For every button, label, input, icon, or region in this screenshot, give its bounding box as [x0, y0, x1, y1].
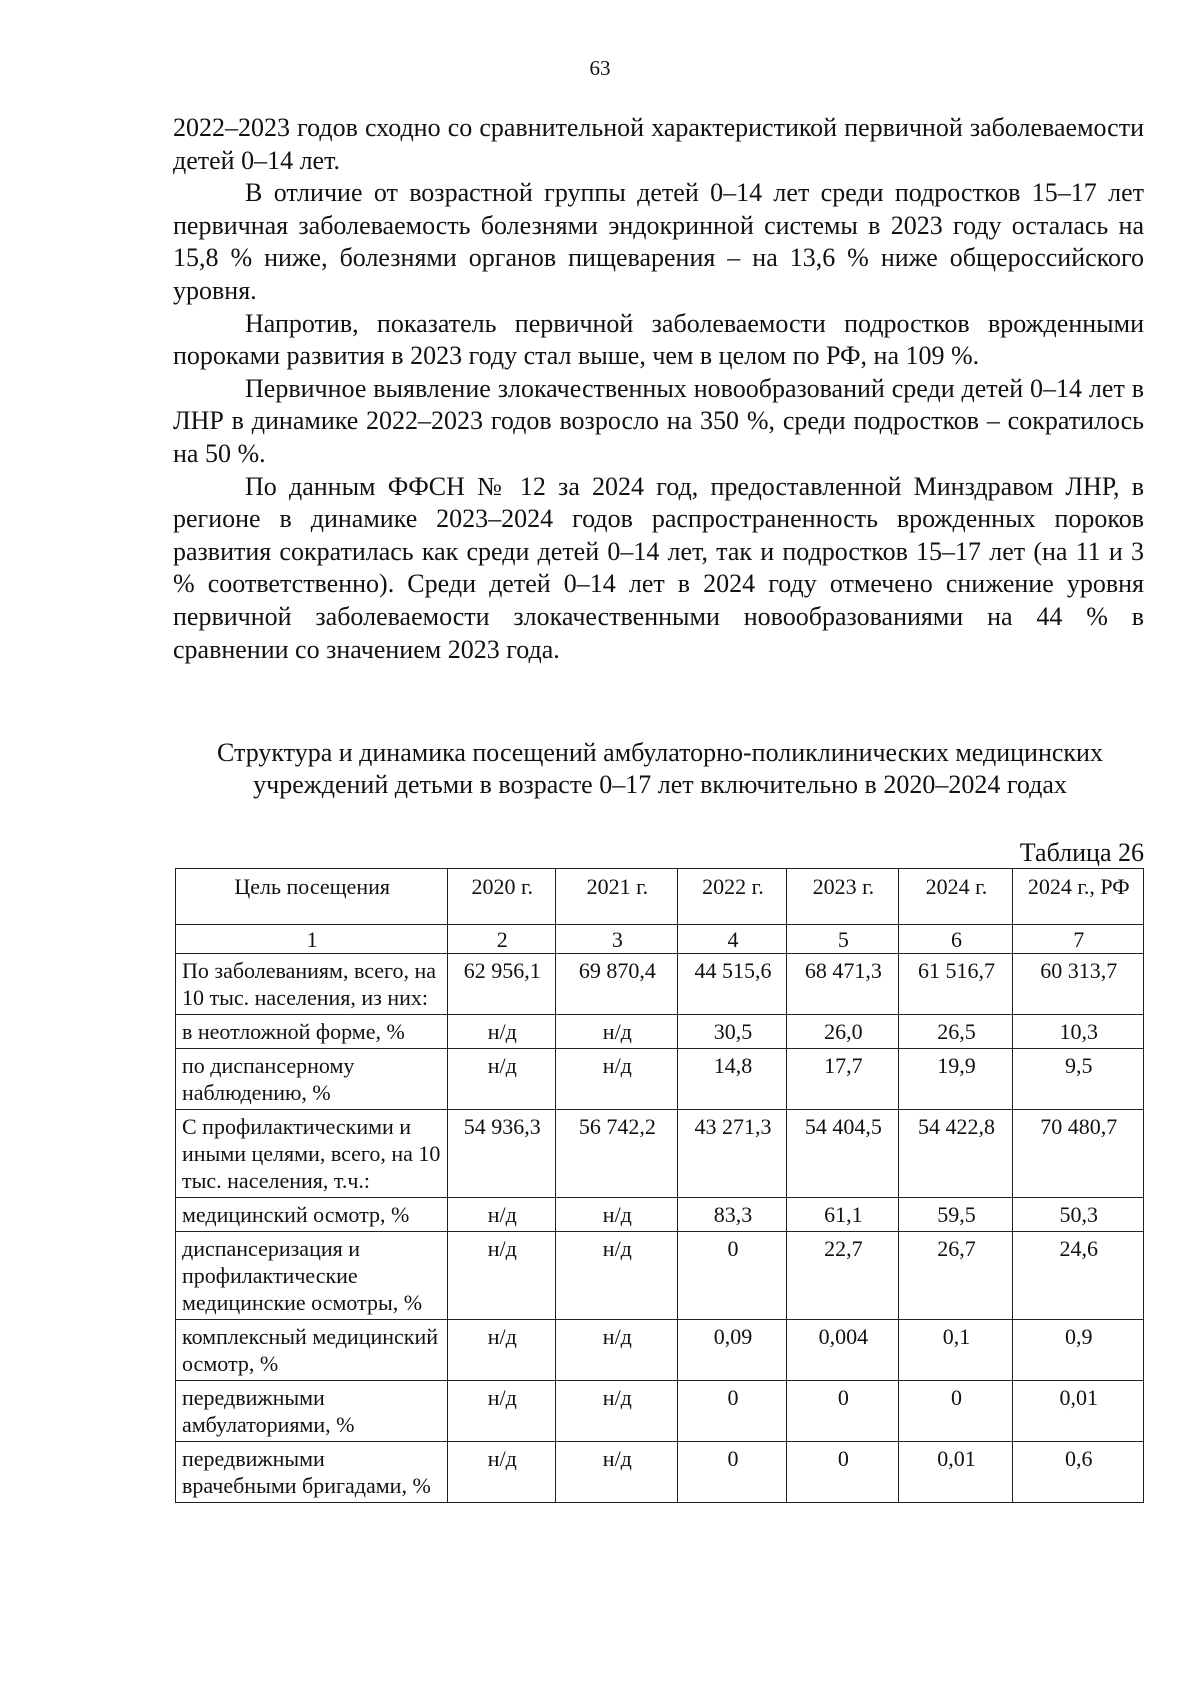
table-cell: 0	[678, 1232, 787, 1320]
column-header: 2020 г.	[448, 869, 556, 925]
table-row	[176, 1198, 1144, 1232]
table-title-line: учреждений детьми в возрасте 0–17 лет включительно в 2020–2024 годах	[253, 770, 1067, 799]
table-row	[176, 1110, 1144, 1198]
column-number: 5	[787, 925, 899, 954]
table-cell: 19,9	[899, 1049, 1013, 1110]
table-cell: н/д	[556, 1015, 678, 1049]
table-row	[176, 1442, 1144, 1503]
table-cell: 70 480,7	[1013, 1110, 1144, 1198]
column-number: 2	[448, 925, 556, 954]
table-cell: н/д	[448, 1442, 556, 1503]
table-header-row	[176, 869, 1144, 925]
table-cell: 0	[787, 1442, 899, 1503]
table-cell: 0	[678, 1442, 787, 1503]
table-cell: 0,004	[787, 1320, 899, 1381]
column-header: 2023 г.	[787, 869, 899, 925]
table-cell: 0	[678, 1381, 787, 1442]
table-cell: 61 516,7	[899, 954, 1013, 1015]
table-label: Таблица 26	[1019, 838, 1144, 867]
table-row	[176, 1232, 1144, 1320]
column-number: 7	[1013, 925, 1144, 954]
row-label: диспансеризация и профилактические медицинские осмотры, %	[176, 1232, 448, 1320]
table-row	[176, 1015, 1144, 1049]
table-cell: 0	[899, 1381, 1013, 1442]
table-row	[176, 1320, 1144, 1381]
table-cell: 43 271,3	[678, 1110, 787, 1198]
column-header: 2024 г.	[899, 869, 1013, 925]
column-number-row	[176, 925, 1144, 954]
table-title	[160, 737, 1160, 801]
table-cell: 54 422,8	[899, 1110, 1013, 1198]
table-cell: 9,5	[1013, 1049, 1144, 1110]
table-cell: 69 870,4	[556, 954, 678, 1015]
table-row	[176, 954, 1144, 1015]
column-number: 1	[176, 925, 448, 954]
table-cell: 26,5	[899, 1015, 1013, 1049]
row-label: передвижными врачебными бригадами, %	[176, 1442, 448, 1503]
table-cell: 44 515,6	[678, 954, 787, 1015]
column-header: 2022 г.	[678, 869, 787, 925]
table-row	[176, 1381, 1144, 1442]
table-title-line: Структура и динамика посещений амбулаторно-поликлинических медицинских	[217, 738, 1103, 767]
table-cell: н/д	[556, 1049, 678, 1110]
table-cell: 22,7	[787, 1232, 899, 1320]
table-cell: н/д	[448, 1015, 556, 1049]
table-cell: н/д	[448, 1049, 556, 1110]
paragraph: Первичное выявление злокачественных новообразований среди детей 0–14 лет в ЛНР в динамике 2022–2023 годов возросло на 350 %, среди подростков – сократилось на 50 %.	[173, 373, 1144, 468]
table-cell: 56 742,2	[556, 1110, 678, 1198]
body-text	[173, 112, 1144, 666]
paragraph: В отличие от возрастной группы детей 0–14 лет среди подростков 15–17 лет первичная заболеваемость болезнями эндокринной системы в 2023 году осталась на 15,8 % ниже, болезнями органов пищеварения – на 13,6 % ниже общероссийского уровня.	[173, 178, 1144, 305]
table-cell: 0,01	[1013, 1381, 1144, 1442]
table-cell: н/д	[556, 1320, 678, 1381]
table-cell: 61,1	[787, 1198, 899, 1232]
table-cell: 68 471,3	[787, 954, 899, 1015]
table-cell: н/д	[448, 1198, 556, 1232]
table-cell: 0,01	[899, 1442, 1013, 1503]
table-cell: 10,3	[1013, 1015, 1144, 1049]
table-cell: н/д	[556, 1442, 678, 1503]
row-label: комплексный медицинский осмотр, %	[176, 1320, 448, 1381]
table-cell: 60 313,7	[1013, 954, 1144, 1015]
table-cell: н/д	[556, 1232, 678, 1320]
row-label: в неотложной форме, %	[176, 1015, 448, 1049]
row-label: По заболеваниям, всего, на 10 тыс. населения, из них:	[176, 954, 448, 1015]
table-cell: 54 936,3	[448, 1110, 556, 1198]
column-number: 4	[678, 925, 787, 954]
column-number: 6	[899, 925, 1013, 954]
table-cell: н/д	[448, 1320, 556, 1381]
table-cell: 83,3	[678, 1198, 787, 1232]
table-cell: н/д	[556, 1198, 678, 1232]
row-label: С профилактическими и иными целями, всего, на 10 тыс. населения, т.ч.:	[176, 1110, 448, 1198]
table-cell: 0,1	[899, 1320, 1013, 1381]
table-cell: 50,3	[1013, 1198, 1144, 1232]
table-cell: 14,8	[678, 1049, 787, 1110]
paragraph: 2022–2023 годов сходно со сравнительной характеристикой первичной заболеваемости детей 0–14 лет.	[173, 113, 1144, 175]
column-header: 2021 г.	[556, 869, 678, 925]
table-cell: 0,9	[1013, 1320, 1144, 1381]
table-cell: 30,5	[678, 1015, 787, 1049]
table-cell: 26,7	[899, 1232, 1013, 1320]
table-cell: 24,6	[1013, 1232, 1144, 1320]
page-number: 63	[589, 56, 611, 80]
column-number: 3	[556, 925, 678, 954]
data-table	[175, 868, 1144, 1503]
row-label: по диспансерному наблюдению, %	[176, 1049, 448, 1110]
row-label: медицинский осмотр, %	[176, 1198, 448, 1232]
table-cell: 62 956,1	[448, 954, 556, 1015]
table-row	[176, 1049, 1144, 1110]
paragraph: По данным ФФСН № 12 за 2024 год, предоставленной Минздравом ЛНР, в регионе в динамике 2023–2024 годов распространенность врожденных пороков развития сократилась как среди детей 0–14 лет, так и подростков 15–17 лет (на 11 и 3 % соответственно). Среди детей 0–14 лет в 2024 году отмечено снижение уровня первичной заболеваемости злокачественными новообразованиями на 44 % в сравнении со значением 2023 года.	[173, 471, 1144, 664]
paragraph: Напротив, показатель первичной заболеваемости подростков врожденными пороками развития в 2023 году стал выше, чем в целом по РФ, на 109 %.	[173, 308, 1144, 371]
table-cell: н/д	[448, 1232, 556, 1320]
table-cell: 54 404,5	[787, 1110, 899, 1198]
table-cell: 0	[787, 1381, 899, 1442]
table-cell: н/д	[556, 1381, 678, 1442]
table-cell: 59,5	[899, 1198, 1013, 1232]
table-cell: 0,6	[1013, 1442, 1144, 1503]
table-cell: н/д	[448, 1381, 556, 1442]
row-label: передвижными амбулаториями, %	[176, 1381, 448, 1442]
table-cell: 17,7	[787, 1049, 899, 1110]
column-header: 2024 г., РФ	[1013, 869, 1144, 925]
table-cell: 0,09	[678, 1320, 787, 1381]
column-header: Цель посещения	[176, 869, 448, 925]
table-cell: 26,0	[787, 1015, 899, 1049]
